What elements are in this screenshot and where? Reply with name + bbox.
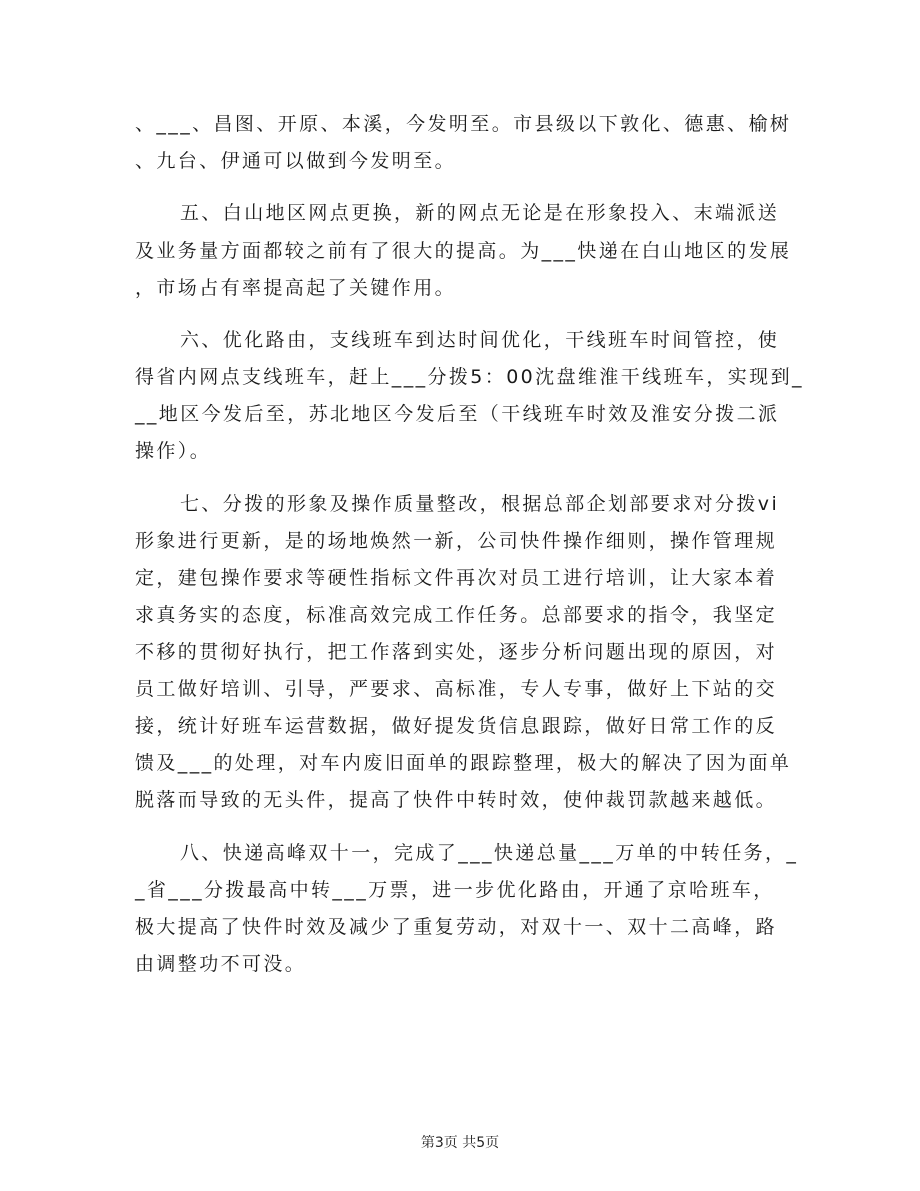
body-line: 不移的贯彻好执行，把工作落到实处，逐步分析问题出现的原因，对 [135,641,778,663]
body-line: 定，建包操作要求等硬性指标文件再次对员工进行培训，让大家本着 [135,567,778,589]
body-line: 由调整功不可没。 [135,953,307,975]
body-line: 操作）。 [135,440,212,462]
paragraph-7-line: 七、分拨的形象及操作质量整改，根据总部企划部要求对分拨vi [180,493,780,515]
body-line: 极大提高了快件时效及减少了重复劳动，对双十一、双十二高峰，路 [135,916,778,938]
body-line: 、九台、伊通可以做到今发明至。 [135,150,457,172]
body-line: 员工做好培训、引导，严要求、高标准，专人专事，做好上下站的交 [135,678,778,700]
body-line: 求真务实的态度，标准高效完成工作任务。总部要求的指令，我坚定 [135,604,778,626]
body-line: __地区今发后至，苏北地区今发后至（干线班车时效及淮安分拨二派 [135,403,780,425]
body-line: ，市场占有率提高起了关键作用。 [135,277,457,299]
paragraph-6-line: 六、优化路由，支线班车到达时间优化，干线班车时间管控，使 [180,329,780,351]
body-line: 形象进行更新，是的场地焕然一新，公司快件操作细则，操作管理规 [135,530,778,552]
body-line: 及业务量方面都较之前有了很大的提高。为___快递在白山地区的发展 [135,240,792,262]
paragraph-8-line: 八、快递高峰双十一，完成了___快递总量___万单的中转任务，_ [180,842,799,864]
body-line: 馈及___的处理，对车内废旧面单的跟踪整理，极大的解决了因为面单 [135,752,792,774]
paragraph-5-line: 五、白山地区网点更换，新的网点无论是在形象投入、末端派送 [180,202,780,224]
body-line: 、___、昌图、开原、本溪，今发明至。市县级以下敦化、德惠、榆树 [135,113,792,135]
page-number: 第3页 共5页 [420,1135,500,1151]
body-line: _省___分拨最高中转___万票，进一步优化路由，开通了京哈班车， [135,879,775,901]
body-line: 接，统计好班车运营数据，做好提发货信息跟踪，做好日常工作的反 [135,715,778,737]
body-line: 得省内网点支线班车，赶上___分拨5：00沈盘维淮干线班车，实现到_ [135,366,804,388]
body-line: 脱落而导致的无头件，提高了快件中转时效，使仲裁罚款越来越低。 [135,789,778,811]
